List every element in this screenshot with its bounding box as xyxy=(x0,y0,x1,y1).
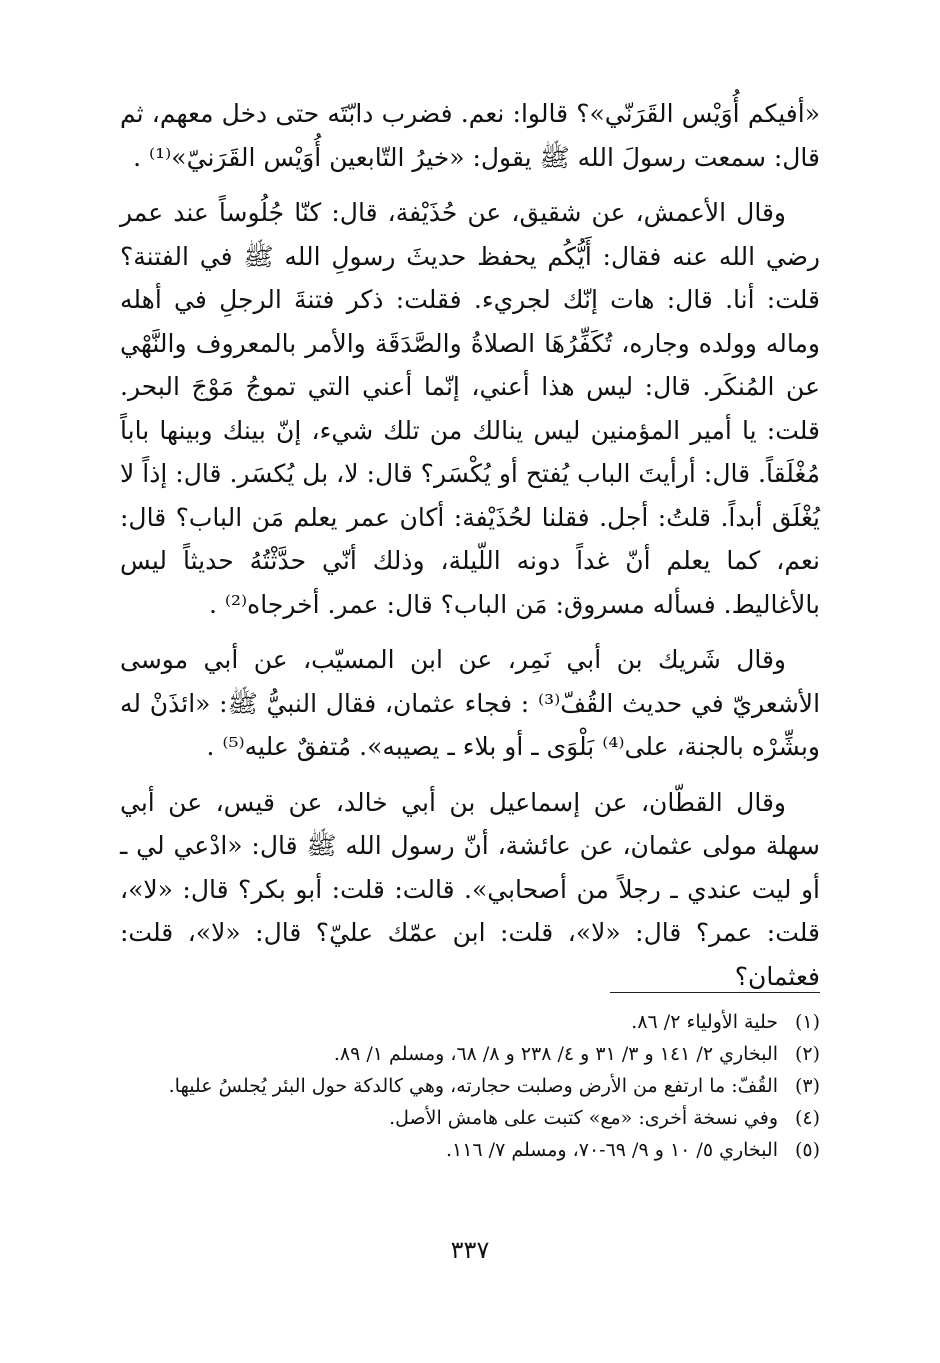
paragraph-2: وقال الأعمش، عن شقيق، عن حُذَيْفة، قال: كنّا جُلُوساً عند عمر رضي الله عنه فقال: أَيُّكُم يحفظ حديثَ رسولِ الله ﷺ في الفتنة؟ قلت: أنا. قال: هات إنّك لجريء. فقلت: ذكر فتنةَ الرجلِ في أهله وماله وولده وجاره، تُكَفِّرُهَا الصلاةُ والصَّدَقَة والأمر بالمعروف والنَّهْي عن المُنكَر. قال: ليس هذا أعني، إنّما أعني التي تموجُ مَوْجَ البحر. قلت: يا أمير المؤمنين ليس ينالك من تلك شيء، إنّ بينك وبينها باباً مُغْلَقاً. قال: أرأيتَ الباب يُفتح أو يُكْسَر؟ قال: لا، بل يُكسَر. قال: إذاً لا يُغْلَق أبداً. قلتُ: أجل. فقلنا لحُذَيْفة: أكان عمر يعلم مَن الباب؟ قال: نعم، كما يعلم أنّ غداً دونه اللّيلة، وذلك أنّي حدَّثْتُهُ حديثاً ليس بالأغاليط. فسأله مسروق: مَن الباب؟ قال: عمر. أخرجاه⁽²⁾ . xyxy=(120,198,820,619)
footnote-4 xyxy=(120,1102,820,1134)
footnote-5 xyxy=(120,1134,820,1166)
footnote-number: (٥) xyxy=(794,1139,820,1161)
main-text xyxy=(120,92,820,1010)
footnote-2 xyxy=(120,1038,820,1070)
footnote-number: (٤) xyxy=(794,1107,820,1129)
paragraph-4: وقال القطّان، عن إسماعيل بن أبي خالد، عن قيس، عن أبي سهلة مولى عثمان، عن عائشة، أنّ رسول الله ﷺ قال: «ادْعي لي ـ أو ليت عندي ـ رجلاً من أصحابي». قالت: قلت: أبو بكر؟ قال: «لا»، قلت: عمر؟ قال: «لا»، قلت: ابن عمّك عليّ؟ قال: «لا»، قلت: فعثمان؟ xyxy=(120,787,820,991)
footnote-text: البخاري ٥/ ١٠ و ٩/ ٦٩-٧٠، ومسلم ٧/ ١١٦. xyxy=(445,1139,778,1161)
footnote-3 xyxy=(120,1070,820,1102)
footnotes xyxy=(120,1006,820,1166)
footnote-number: (١) xyxy=(794,1011,820,1033)
paragraph-3: وقال شَريك بن أبي نَمِر، عن ابن المسيّب، عن أبي موسى الأشعريّ في حديث القُفّ⁽³⁾ : فجاء عثمان، فقال النبيُّ ﷺ: «ائذَنْ له وبشِّرْه بالجنة، على⁽⁴⁾ بَلْوَى ـ أو بلاء ـ يصيبه». مُتفقٌ عليه⁽⁵⁾ . xyxy=(120,645,821,761)
footnote-text: البخاري ٢/ ١٤١ و ٣/ ٣١ و ٤/ ٢٣٨ و ٨/ ٦٨، ومسلم ١/ ٨٩. xyxy=(333,1043,778,1065)
footnote-separator xyxy=(610,992,820,993)
footnote-1 xyxy=(120,1006,820,1038)
paragraph-1: «أفيكم أُوَيْس القَرَنّي»؟ قالوا: نعم. فضرب دابّتَه حتى دخل معهم، ثم قال: سمعت رسولَ الله ﷺ يقول: «خيرُ التّابعين أُوَيْس القَرَنيّ»⁽¹⁾ . xyxy=(120,99,820,172)
page-number: ٣٣٧ xyxy=(450,1236,490,1264)
footnote-number: (٢) xyxy=(794,1043,820,1065)
footnote-text: القُفّ: ما ارتفع من الأرض وصلبت حجارته، وهي كالدكة حول البئر يُجلسُ عليها. xyxy=(168,1075,778,1097)
footnote-text: وفي نسخة أخرى: «مع» كتبت على هامش الأصل. xyxy=(389,1107,778,1129)
footnote-number: (٣) xyxy=(794,1075,820,1097)
footnote-text: حلية الأولياء ٢/ ٨٦. xyxy=(631,1011,778,1033)
